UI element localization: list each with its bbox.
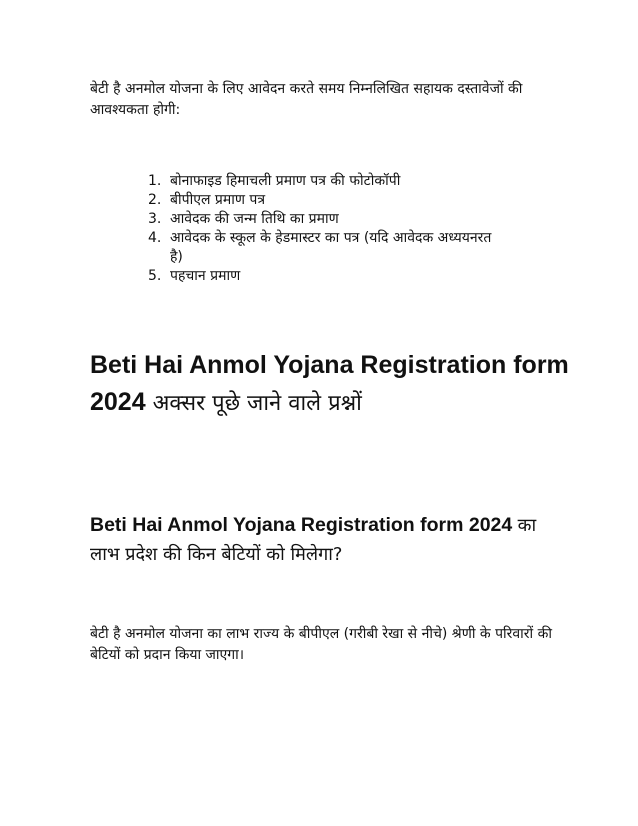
answer-paragraph: बेटी है अनमोल योजना का लाभ राज्य के बीपीएल (गरीबी रेखा से नीचे) श्रेणी के परिवारों की बेटियों को प्रदान किया जाएगा। xyxy=(90,626,552,663)
list-item-text: आवेदक के स्कूल के हेडमास्टर का पत्र (यदि आवेदक अध्ययनरत है) xyxy=(170,230,492,265)
list-item-number: 2. xyxy=(148,192,162,208)
list-item-text: बीपीएल प्रमाण पत्र xyxy=(170,192,266,208)
faq-heading xyxy=(90,347,570,422)
question-heading xyxy=(90,511,570,569)
list-item-text: पहचान प्रमाण xyxy=(170,268,241,284)
faq-heading-devanagari: अक्सर पूछे जाने वाले प्रश्नों xyxy=(152,391,362,416)
list-item xyxy=(148,172,508,191)
list-item-text: बोनाफाइड हिमाचली प्रमाण पत्र की फोटोकॉपी xyxy=(170,173,401,189)
list-item xyxy=(148,229,508,267)
list-item-number: 5. xyxy=(148,268,162,284)
question-heading-devanagari: का लाभ प्रदेश की किन बेटियों को मिलेगा? xyxy=(90,515,537,565)
list-item-number: 3. xyxy=(148,211,162,227)
faq-heading-latin: Beti Hai Anmol Yojana Registration form 2024 xyxy=(90,351,569,416)
intro-paragraph: बेटी है अनमोल योजना के लिए आवेदन करते समय निम्नलिखित सहायक दस्तावेजों की आवश्यकता होगी: xyxy=(90,81,523,118)
list-item xyxy=(148,191,508,210)
list-item xyxy=(148,210,508,229)
list-item-number: 1. xyxy=(148,173,162,189)
list-item xyxy=(148,267,508,286)
question-heading-latin: Beti Hai Anmol Yojana Registration form 2024 xyxy=(90,514,513,536)
list-item-text: आवेदक की जन्म तिथि का प्रमाण xyxy=(170,211,339,227)
required-documents-list xyxy=(148,172,508,286)
list-item-number: 4. xyxy=(148,230,162,246)
